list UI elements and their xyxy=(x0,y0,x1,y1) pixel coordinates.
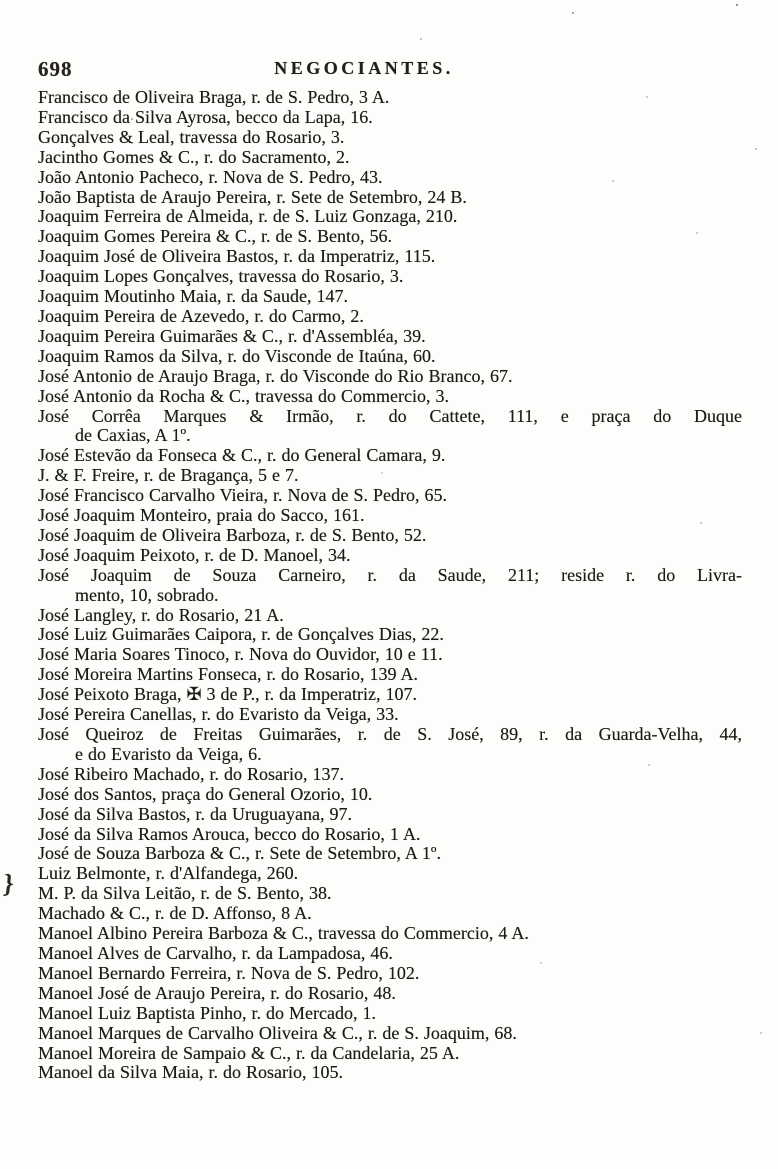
entry-line: Luiz Belmonte, r. d'Alfandega, 260. xyxy=(38,863,299,884)
entry-line: Joaquim José de Oliveira Bastos, r. da Imperatriz, 115. xyxy=(38,246,436,267)
entry-line: Joaquim Ferreira de Almeida, r. de S. Luiz Gonzaga, 210. xyxy=(38,206,458,227)
entry-line-continuation: de Caxias, A 1º. xyxy=(75,425,191,446)
list-item xyxy=(38,307,742,327)
entry-line-continuation: mento, 10, sobrado. xyxy=(75,584,219,605)
list-item xyxy=(38,88,742,108)
list-item xyxy=(38,964,742,984)
list-item xyxy=(38,884,742,904)
list-item xyxy=(38,347,742,367)
list-item xyxy=(38,825,742,845)
entry-line: João Antonio Pacheco, r. Nova de S. Pedro, 43. xyxy=(38,166,383,187)
entry-line: Manoel Moreira de Sampaio & C., r. da Candelaria, 25 A. xyxy=(38,1042,460,1063)
entry-line: José Francisco Carvalho Vieira, r. Nova de S. Pedro, 65. xyxy=(38,485,448,506)
list-item xyxy=(38,287,742,307)
entry-line: José Ribeiro Machado, r. do Rosario, 137. xyxy=(38,763,344,784)
entry-line-continuation: e do Evaristo da Veiga, 6. xyxy=(75,743,262,764)
entry-line: José Maria Soares Tinoco, r. Nova do Ouvidor, 10 e 11. xyxy=(38,644,443,665)
entry-line: José Queiroz de Freitas Guimarães, r. de S. José, 89, r. da Guarda-Velha, 44, xyxy=(38,724,742,744)
entry-line: José dos Santos, praça do General Ozorio, 10. xyxy=(38,783,373,804)
list-item xyxy=(38,407,742,447)
list-item xyxy=(38,247,742,267)
entry-line: Manoel Albino Pereira Barboza & C., travessa do Commercio, 4 A. xyxy=(38,923,529,944)
list-item xyxy=(38,207,742,227)
list-item xyxy=(38,227,742,247)
page-number: 698 xyxy=(38,57,73,81)
list-item xyxy=(38,1004,742,1024)
entry-line: Joaquim Gomes Pereira & C., r. de S. Bento, 56. xyxy=(38,226,392,247)
list-item xyxy=(38,785,742,805)
entry-line: José Langley, r. do Rosario, 21 A. xyxy=(38,604,284,625)
list-item xyxy=(38,387,742,407)
entry-line: Jacintho Gomes & C., r. do Sacramento, 2. xyxy=(38,146,350,167)
list-item xyxy=(38,188,742,208)
list-item xyxy=(38,904,742,924)
list-item xyxy=(38,168,742,188)
entry-line: José Luiz Guimarães Caipora, r. de Gonçalves Dias, 22. xyxy=(38,624,444,645)
entry-line: M. P. da Silva Leitão, r. de S. Bento, 38. xyxy=(38,883,332,904)
entry-line: Joaquim Moutinho Maia, r. da Saude, 147. xyxy=(38,286,348,307)
entry-line: Gonçalves & Leal, travessa do Rosario, 3. xyxy=(38,126,345,147)
entry-line: Manoel da Silva Maia, r. do Rosario, 105. xyxy=(38,1062,343,1083)
entry-line: Manoel Alves de Carvalho, r. da Lampadosa, 46. xyxy=(38,942,393,963)
entry-line: José Joaquim Monteiro, praia do Sacco, 161. xyxy=(38,505,365,526)
list-item xyxy=(38,1063,742,1083)
list-item xyxy=(38,645,742,665)
list-item xyxy=(38,606,742,626)
directory-list xyxy=(38,88,742,1083)
list-item xyxy=(38,625,742,645)
list-item xyxy=(38,725,742,765)
list-item xyxy=(38,128,742,148)
entry-line: Manoel Marques de Carvalho Oliveira & C., r. de S. Joaquim, 68. xyxy=(38,1022,517,1043)
list-item xyxy=(38,1024,742,1044)
list-item xyxy=(38,526,742,546)
ink-mark: } xyxy=(2,868,15,899)
list-item xyxy=(38,705,742,725)
list-item xyxy=(38,466,742,486)
entry-line: Francisco da Silva Ayrosa, becco da Lapa, 16. xyxy=(38,106,373,127)
entry-line: Francisco de Oliveira Braga, r. de S. Pedro, 3 A. xyxy=(38,87,390,107)
list-item xyxy=(38,805,742,825)
entry-line: J. & F. Freire, r. de Bragança, 5 e 7. xyxy=(38,465,299,486)
list-item xyxy=(38,685,742,705)
list-item xyxy=(38,446,742,466)
entry-line: José Joaquim de Oliveira Barboza, r. de S. Bento, 52. xyxy=(38,524,427,545)
list-item xyxy=(38,566,742,606)
entry-line: Joaquim Pereira de Azevedo, r. do Carmo, 2. xyxy=(38,305,364,326)
entry-line: Manoel Bernardo Ferreira, r. Nova de S. Pedro, 102. xyxy=(38,962,420,983)
entry-line: José Moreira Martins Fonseca, r. do Rosario, 139 A. xyxy=(38,664,418,685)
list-item xyxy=(38,148,742,168)
list-item xyxy=(38,267,742,287)
list-item xyxy=(38,864,742,884)
list-item xyxy=(38,765,742,785)
list-item xyxy=(38,327,742,347)
entry-line: José da Silva Ramos Arouca, becco do Rosario, 1 A. xyxy=(38,823,421,844)
entry-line: João Baptista de Araujo Pereira, r. Sete de Setembro, 24 B. xyxy=(38,186,467,207)
list-item xyxy=(38,1044,742,1064)
list-item xyxy=(38,984,742,1004)
entry-line: José Joaquim Peixoto, r. de D. Manoel, 34. xyxy=(38,544,351,565)
list-item xyxy=(38,367,742,387)
entry-line: Manoel Luiz Baptista Pinho, r. do Mercado, 1. xyxy=(38,1002,376,1023)
entry-line: José Antonio da Rocha & C., travessa do Commercio, 3. xyxy=(38,385,449,406)
entry-line: Manoel José de Araujo Pereira, r. do Rosario, 48. xyxy=(38,982,396,1003)
list-item xyxy=(38,665,742,685)
entry-line: José Joaquim de Souza Carneiro, r. da Saude, 211; reside r. do Livra- xyxy=(38,564,742,585)
entry-line: Joaquim Ramos da Silva, r. do Visconde de Itaúna, 60. xyxy=(38,345,436,366)
list-item xyxy=(38,924,742,944)
entry-line: José Corrêa Marques & Irmão, r. do Cattete, 111, e praça do Duque xyxy=(38,405,742,426)
entry-line: Joaquim Pereira Guimarães & C., r. d'Assembléa, 39. xyxy=(38,325,426,346)
list-item xyxy=(38,944,742,964)
entry-line: José Pereira Canellas, r. do Evaristo da Veiga, 33. xyxy=(38,704,399,725)
entry-line: Machado & C., r. de D. Affonso, 8 A. xyxy=(38,903,312,924)
list-item xyxy=(38,108,742,128)
entry-line: José Peixoto Braga, ✠ 3 de P., r. da Imperatriz, 107. xyxy=(38,684,418,705)
entry-line: José Estevão da Fonseca & C., r. do General Camara, 9. xyxy=(38,445,446,466)
entry-line: José Antonio de Araujo Braga, r. do Visconde do Rio Branco, 67. xyxy=(38,365,513,386)
list-item xyxy=(38,546,742,566)
page-header xyxy=(38,57,742,83)
list-item xyxy=(38,506,742,526)
page-title: NEGOCIANTES. xyxy=(274,58,454,78)
list-item xyxy=(38,486,742,506)
entry-line: Joaquim Lopes Gonçalves, travessa do Rosario, 3. xyxy=(38,266,404,287)
entry-line: José da Silva Bastos, r. da Uruguayana, 97. xyxy=(38,803,352,824)
scan-speck xyxy=(0,0,2,2)
list-item xyxy=(38,844,742,864)
entry-line: José de Souza Barboza & C., r. Sete de Setembro, A 1º. xyxy=(38,843,442,864)
